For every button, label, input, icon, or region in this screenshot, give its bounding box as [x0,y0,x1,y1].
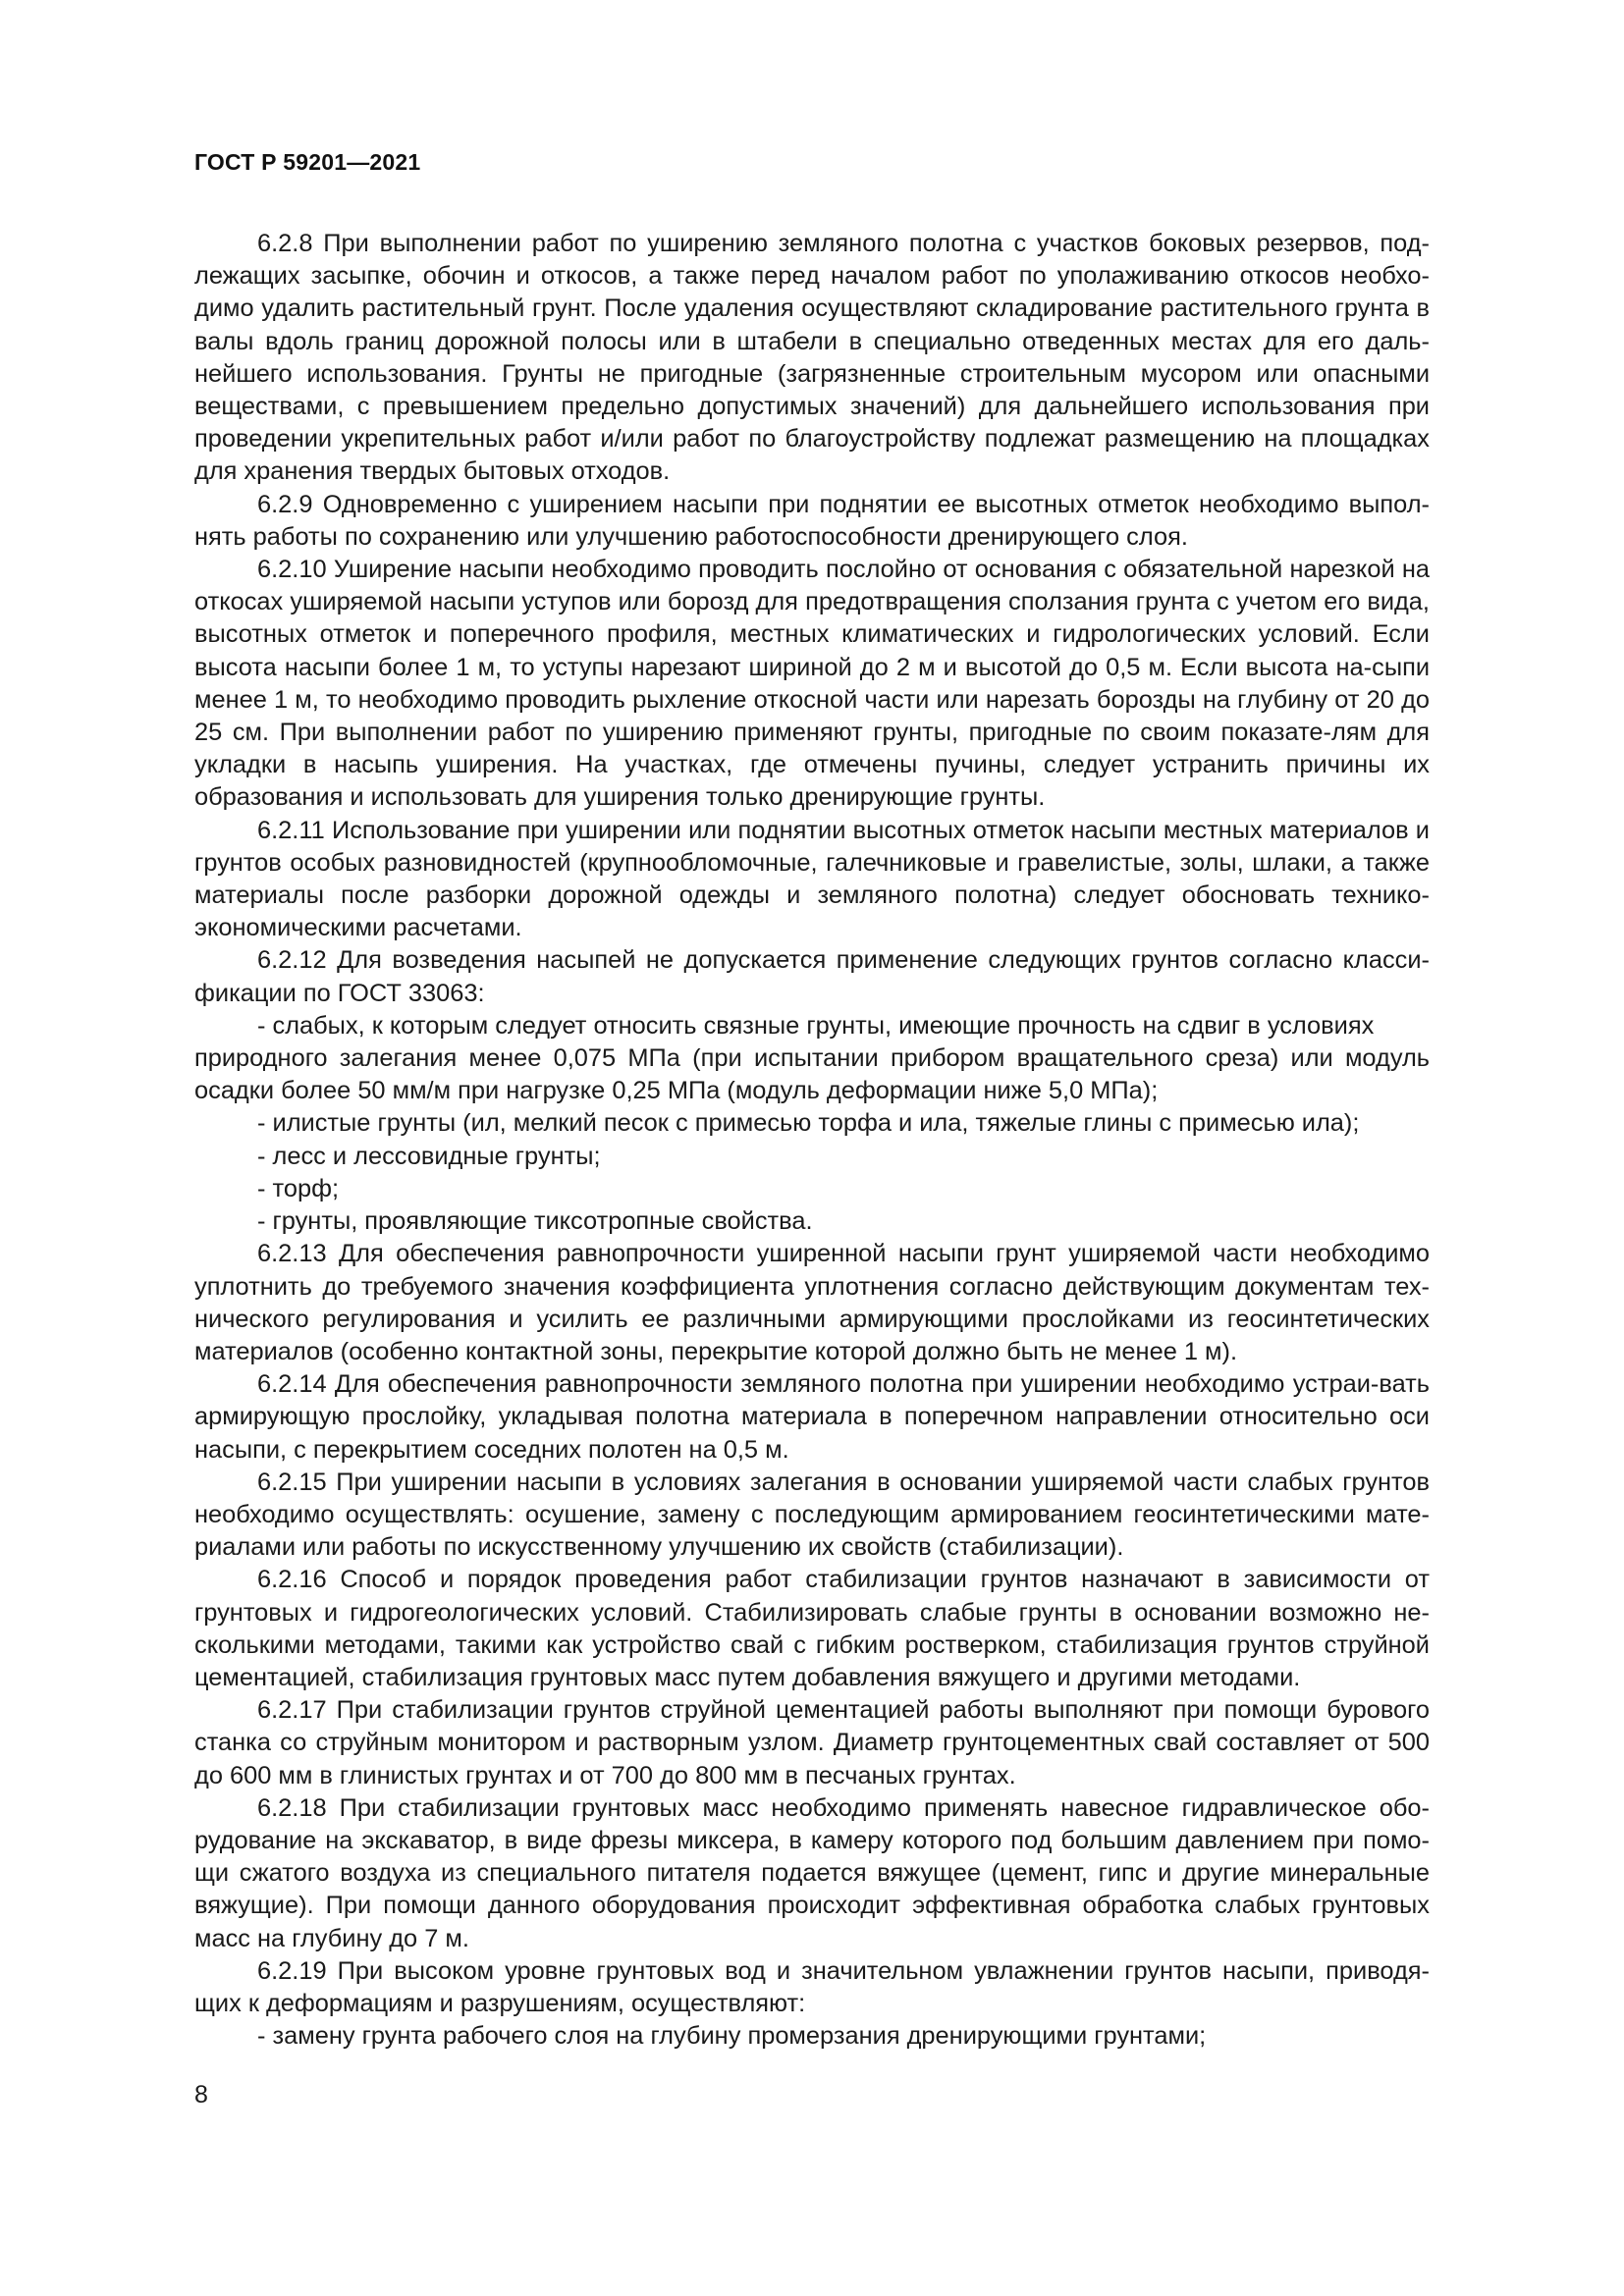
list-item: - слабых, к которым следует относить связные грунты, имеющие прочность на сдвиг в условиях [257,1011,1375,1040]
paragraph-6-2-12: 6.2.12 Для возведения насыпей не допускается применение следующих грунтов согласно класси-фикации по ГОСТ 33063: [194,946,1430,1007]
paragraph-6-2-17: 6.2.17 При стабилизации грунтов струйной цементацией работы выполняют при помощи бурового станка со струйным монитором и растворным узлом. Диаметр грунтоцементных свай составляет от 500 до 600 мм в глинистых грунтах и от 700 до 800 мм в песчаных грунтах. [194,1696,1430,1789]
page-number: 8 [194,2081,208,2109]
list-item: - грунты, проявляющие тиксотропные свойства. [257,1207,813,1236]
paragraph-6-2-14: 6.2.14 Для обеспечения равнопрочности земляного полотна при уширении необходимо устраи-вать армирующую прослойку, укладывая полотна материала в поперечном направлении относительно оси насыпи, с перекрытием соседних полотен на 0,5 м. [194,1370,1430,1464]
paragraph-6-2-11: 6.2.11 Использование при уширении или поднятии высотных отметок насыпи местных материалов и грунтов особых разновидностей (крупнообломочные, галечниковые и гравелистые, золы, шлаки, а также материалы после разборки дорожной одежды и земляного полотна) следует обосновать технико-экономическими расчетами. [194,816,1430,942]
paragraph-6-2-19: 6.2.19 При высоком уровне грунтовых вод и значительном увлажнении грунтов насыпи, приводя-щих к деформациям и разрушениям, осуществляют: [194,1956,1430,2017]
paragraph-6-2-16: 6.2.16 Способ и порядок проведения работ стабилизации грунтов назначают в зависимости от грунтовых и гидрогеологических условий. Стабилизировать слабые грунты в основании возможно не-сколькими методами, такими как устройство свай с гибким ростверком, стабилизация грунтов струйной цементацией, стабилизация грунтовых масс путем добавления вяжущего и другими методами. [194,1566,1430,1691]
paragraph-6-2-13: 6.2.13 Для обеспечения равнопрочности уширенной насыпи грунт уширяемой части необходимо уплотнить до требуемого значения коэффициента уплотнения согласно действующим документам тех-нического регулирования и усилить ее различными армирующими прослойками из геосинтетических материалов (особенно контактной зоны, перекрытие которой должно быть не менее 1 м). [194,1240,1430,1365]
list-item: - замену грунта рабочего слоя на глубину промерзания дренирующими грунтами; [257,2022,1207,2051]
document-body [194,228,1430,2053]
paragraph-6-2-15: 6.2.15 При уширении насыпи в условиях залегания в основании уширяемой части слабых грунтов необходимо осуществлять: осушение, замену с последующим армированием геосинтетическими мате-риалами или работы по искусственному улучшению их свойств (стабилизации). [194,1468,1430,1562]
paragraph-6-2-9: 6.2.9 Одновременно с уширением насыпи при поднятии ее высотных отметок необходимо выпол-нять работы по сохранению или улучшению работоспособности дренирующего слоя. [194,490,1430,551]
list-item: - лесс и лессовидные грунты; [257,1142,601,1170]
paragraph-6-2-10: 6.2.10 Уширение насыпи необходимо проводить послойно от основания с обязательной нарезкой на откосах уширяемой насыпи уступов или борозд для предотвращения сползания грунта с учетом его вида, высотных отметок и поперечного профиля, местных климатических и гидрологических условий. Если высота насыпи более 1 м, то уступы нарезают шириной до 2 м и высотой до 0,5 м. Если высота на-сыпи менее 1 м, то необходимо проводить рыхление откосной части или нарезать борозды на глубину от 20 до 25 см. При выполнении работ по уширению применяют грунты, пригодные по своим показате-лям для укладки в насыпь уширения. На участках, где отмечены пучины, следует устранить причины их образования и использовать для уширения только дренирующие грунты. [194,556,1430,812]
document-header: ГОСТ Р 59201—2021 [194,149,421,175]
list-item-continuation: природного залегания менее 0,075 МПа (при испытании прибором вращательного среза) или модуль осадки более 50 мм/м при нагрузке 0,25 МПа (модуль деформации ниже 5,0 МПа); [194,1044,1430,1105]
list-item: - торф; [257,1174,340,1202]
paragraph-6-2-18: 6.2.18 При стабилизации грунтовых масс необходимо применять навесное гидравлическое обо-рудование на экскаватор, в виде фрезы миксера, в камеру которого под большим давлением при помо-щи сжатого воздуха из специального питателя подается вяжущее (цемент, гипс и другие минеральные вяжущие). При помощи данного оборудования происходит эффективная обработка слабых грунтовых масс на глубину до 7 м. [194,1793,1430,1952]
paragraph-6-2-8: 6.2.8 При выполнении работ по уширению земляного полотна с участков боковых резервов, под-лежащих засыпке, обочин и откосов, а также перед началом работ по уполаживанию откосов необхо-димо удалить растительный грунт. После удаления осуществляют складирование растительного грунта в валы вдоль границ дорожной полосы или в штабели в специально отведенных местах для его даль-нейшего использования. Грунты не пригодные (загрязненные строительным мусором или опасными веществами, с превышением предельно допустимых значений) для дальнейшего использования при проведении укрепительных работ и/или работ по благоустройству подлежат размещению на площадках для хранения твердых бытовых отходов. [194,230,1430,486]
list-item: - илистые грунты (ил, мелкий песок с примесью торфа и ила, тяжелые глины с примесью ила); [257,1109,1360,1138]
